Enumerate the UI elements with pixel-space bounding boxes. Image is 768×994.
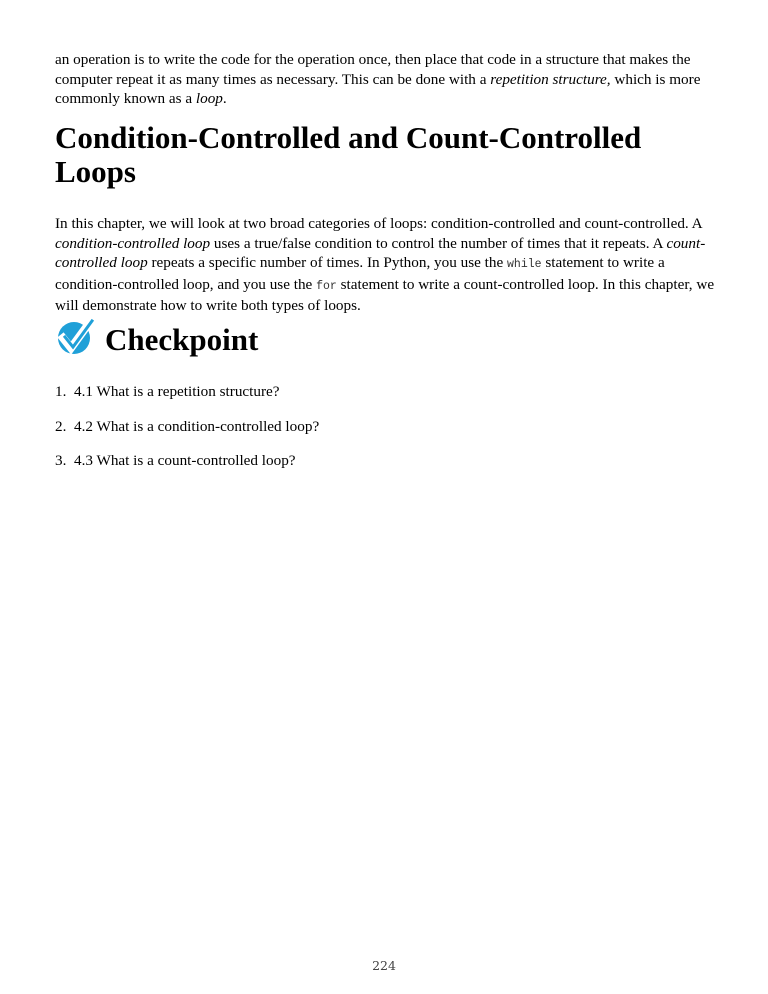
question-text: 4.1 What is a repetition structure? [73, 383, 280, 400]
term-repetition-structure: repetition structure, [490, 70, 611, 88]
section-heading: Condition-Controlled and Count-Controlled Loops [55, 120, 642, 189]
question-number: 2. [55, 417, 67, 435]
checkpoint-questions [55, 382, 319, 486]
checkpoint-title: Checkpoint [105, 322, 259, 357]
intro-text: . [222, 90, 227, 107]
section-text: uses a true/false condition to control the number of times that it repeats. A [210, 234, 667, 252]
list-item [55, 451, 319, 471]
term-count-controlled-loop: count-controlled loop [55, 234, 706, 271]
section-text: In this chapter, we will look at two broad categories of loops: condition-controlled and count-controlled. A [55, 215, 702, 232]
question-text: 4.2 What is a condition-controlled loop? [73, 417, 320, 435]
section-text: statement to write a condition-controlled loop, and you use the [55, 254, 665, 293]
term-condition-controlled-loop: condition-controlled loop [55, 234, 211, 252]
checkmark-icon [55, 318, 95, 363]
checkmark-icon-svg [55, 318, 95, 358]
checkpoint-header [55, 318, 258, 362]
list-item [55, 417, 319, 437]
question-text: 4.3 What is a count-controlled loop? [73, 452, 296, 469]
code-for: for [316, 279, 337, 293]
intro-text: which is more commonly known as a [55, 70, 701, 107]
page-number: 224 [372, 958, 396, 973]
section-paragraph [55, 214, 717, 316]
list-item [55, 382, 319, 402]
section-text: repeats a specific number of times. In Python, you use the [147, 254, 508, 271]
intro-paragraph [55, 50, 717, 109]
intro-text: an operation is to write the code for the operation once, then place that code in a structure that makes the computer repeat it as many times as necessary. This can be done with a [55, 51, 691, 88]
question-number: 1. [55, 383, 67, 400]
term-loop: loop [195, 90, 223, 107]
question-number: 3. [55, 452, 67, 469]
section-text: statement to write a count-controlled loop. In this chapter, we will demonstrate how to write both types of loops. [55, 275, 715, 314]
code-while: while [507, 258, 542, 271]
